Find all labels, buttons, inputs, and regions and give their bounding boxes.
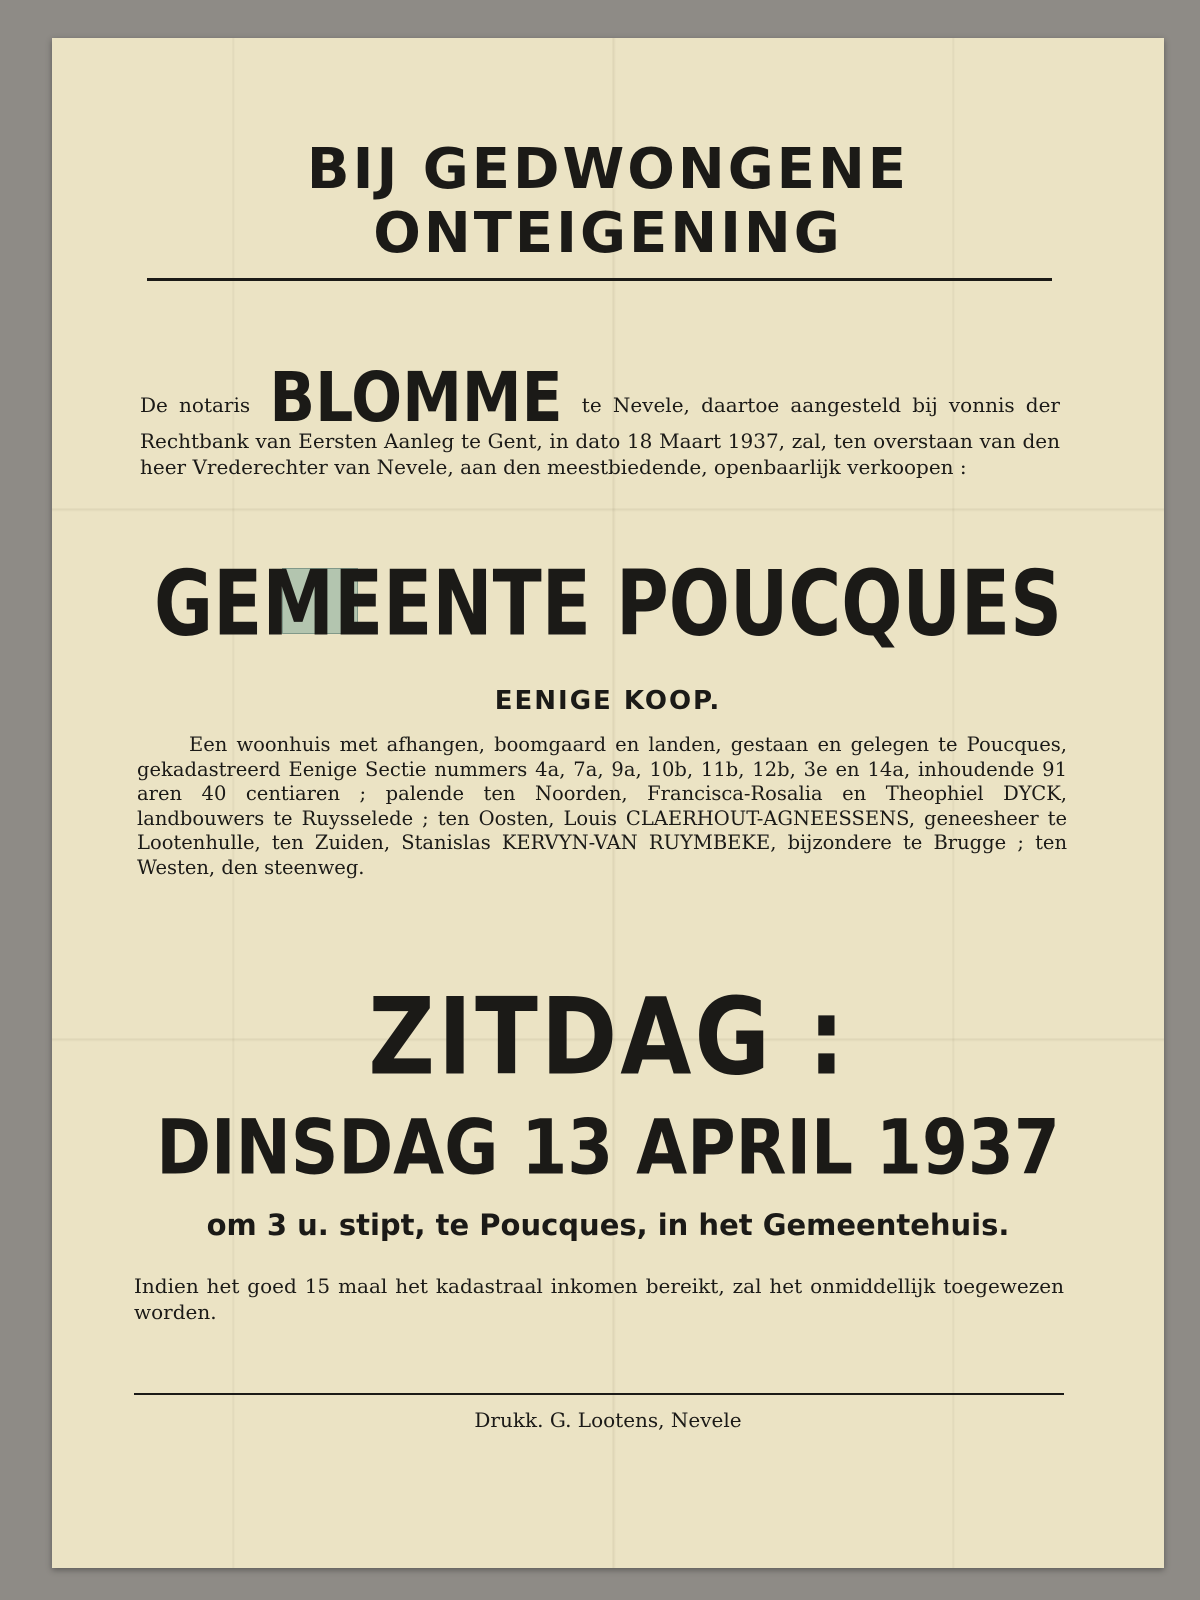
session-time-place: om 3 u. stipt, te Poucques, in het Gemeentehuis. — [206, 1208, 1010, 1242]
municipality-title: GEMEENTE POUCQUES — [154, 550, 1062, 656]
intro-prefix: De notaris — [140, 393, 251, 417]
session-label: ZITDAG : — [368, 975, 848, 1099]
heading-line-2: ONTEIGENING — [373, 201, 843, 266]
heading-line-1: BIJ GEDWONGENE — [306, 137, 910, 202]
adjudication-note: Indien het goed 15 maal het kadastraal inkomen bereikt, zal het onmiddellijk toegewezen worden. — [134, 1274, 1064, 1324]
notary-name: BLOMME — [269, 357, 563, 439]
sale-type: EENIGE KOOP. — [494, 686, 722, 716]
intro-text: te Nevele, daartoe aangesteld bij vonnis der Rechtbank van Eersten Aanleg te Gent, in dato 18 Maart 1937, zal, ten overstaan van den heer Vrederechter van Nevele, aan den meestbiedende, openbaarlijk verkoopen : — [140, 393, 1060, 479]
property-description: Een woonhuis met afhangen, boomgaard en landen, gestaan en gelegen te Poucques, gekadastreerd Eenige Sectie nummers 4a, 7a, 9a, 10b, 11b, 12b, 3e en 14a, inhoudende 91 aren 40 centiaren ; palende ten Noorden, Francisca-Rosalia en Theophiel DYCK, landbouwers te Ruysselede ; ten Oosten, Louis CLAERHOUT-AGNEESSENS, geneesheer te Lootenhulle, ten Zuiden, Stanislas KERVYN-VAN RUYMBEKE, bijzondere te Brugge ; ten Westen, den steenweg. — [137, 733, 1067, 879]
divider-top — [147, 278, 1052, 281]
printer-credit: Drukk. G. Lootens, Nevele — [474, 1408, 742, 1432]
intro-paragraph — [140, 357, 1060, 480]
session-date: DINSDAG 13 APRIL 1937 — [156, 1103, 1060, 1192]
divider-bottom — [134, 1393, 1064, 1395]
poster-sheet — [52, 38, 1164, 1568]
